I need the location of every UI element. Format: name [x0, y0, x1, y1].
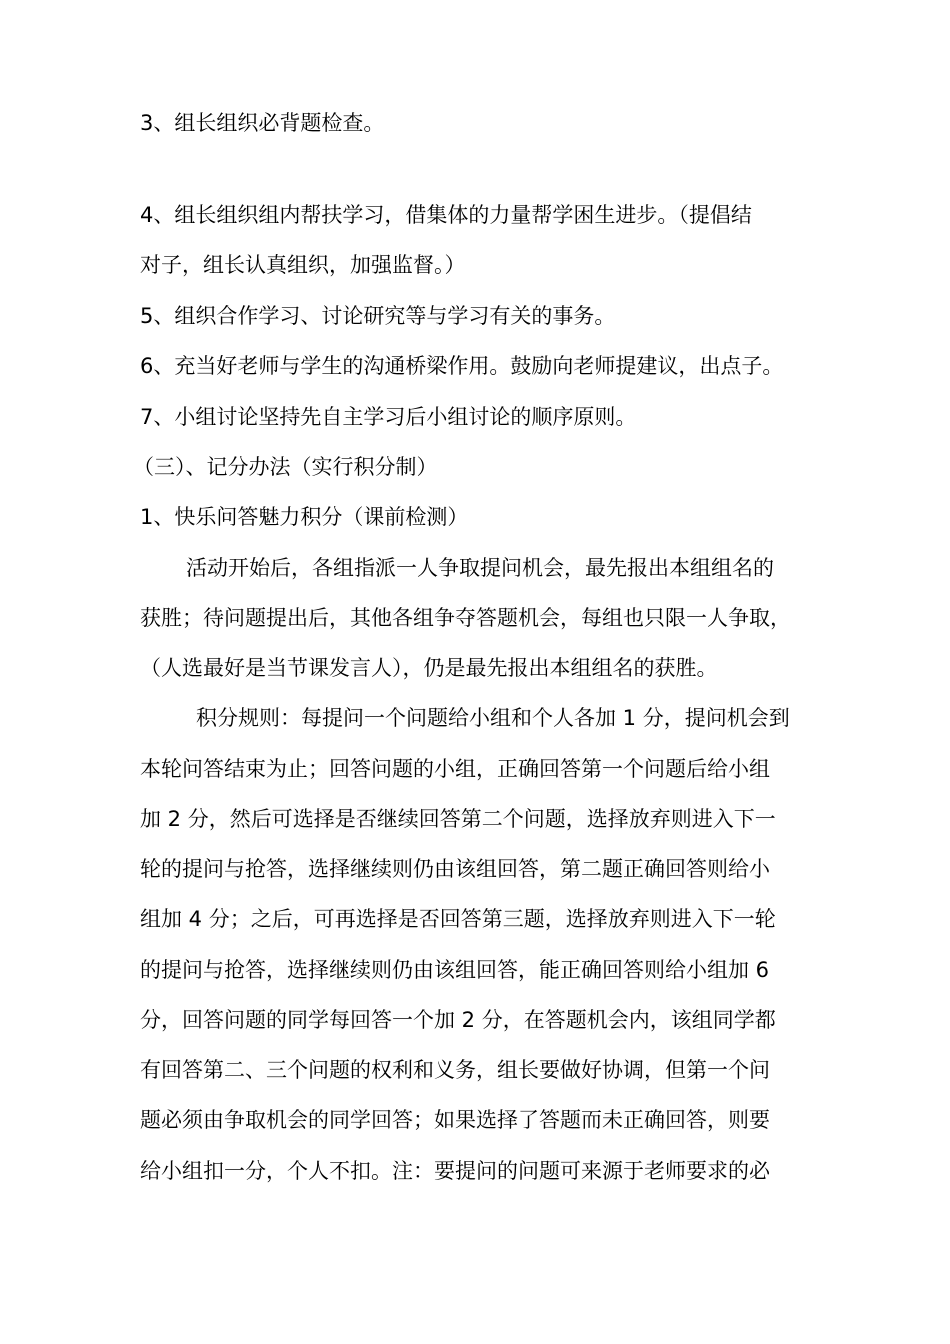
list-item-7: 7、小组讨论坚持先自主学习后小组讨论的顺序原则。 — [140, 405, 637, 429]
rules-paragraph-line: 有回答第二、三个问题的权利和义务，组长要做好协调，但第一个问 — [140, 1058, 770, 1082]
paragraph-line: （人选最好是当节课发言人），仍是最先报出本组组名的获胜。 — [140, 656, 718, 680]
subsection-heading: 1、快乐问答魅力积分（课前检测） — [140, 505, 469, 529]
rules-paragraph-line: 的提问与抢答，选择继续则仍由该组回答，能正确回答则给小组加 6 — [140, 958, 770, 982]
paragraph-line: 活动开始后，各组指派一人争取提问机会，最先报出本组组名的 — [186, 556, 774, 580]
list-item-4-continued: 对子，组长认真组织，加强监督。） — [140, 253, 466, 277]
section-heading: （三）、记分办法（实行积分制） — [133, 455, 438, 479]
rules-paragraph-line: 给小组扣一分，个人不扣。注：要提问的问题可来源于老师要求的必 — [140, 1159, 770, 1183]
rules-paragraph-line: 本轮问答结束为止；回答问题的小组，正确回答第一个问题后给小组 — [140, 757, 770, 781]
rules-paragraph-line: 组加 4 分；之后，可再选择是否回答第三题，选择放弃则进入下一轮 — [140, 907, 776, 931]
paragraph-line: 获胜；待问题提出后，其他各组争夺答题机会，每组也只限一人争取， — [140, 606, 791, 630]
rules-paragraph-line: 题必须由争取机会的同学回答；如果选择了答题而未正确回答，则要 — [140, 1108, 770, 1132]
list-item-5: 5、组织合作学习、讨论研究等与学习有关的事务。 — [140, 304, 616, 328]
rules-paragraph-line: 轮的提问与抢答，选择继续则仍由该组回答，第二题正确回答则给小 — [140, 857, 770, 881]
rules-paragraph-line: 积分规则：每提问一个问题给小组和个人各加 1 分，提问机会到 — [196, 706, 790, 730]
list-item-4: 4、组长组织组内帮扶学习，借集体的力量帮学困生进步。（提倡结 — [140, 203, 752, 227]
rules-paragraph-line: 加 2 分，然后可选择是否继续回答第二个问题，选择放弃则进入下一 — [140, 807, 776, 831]
rules-paragraph-line: 分，回答问题的同学每回答一个加 2 分，在答题机会内，该组同学都 — [140, 1008, 776, 1032]
list-item-6: 6、充当好老师与学生的沟通桥梁作用。鼓励向老师提建议，出点子。 — [140, 354, 784, 378]
list-item-3: 3、组长组织必背题检查。 — [140, 111, 385, 135]
